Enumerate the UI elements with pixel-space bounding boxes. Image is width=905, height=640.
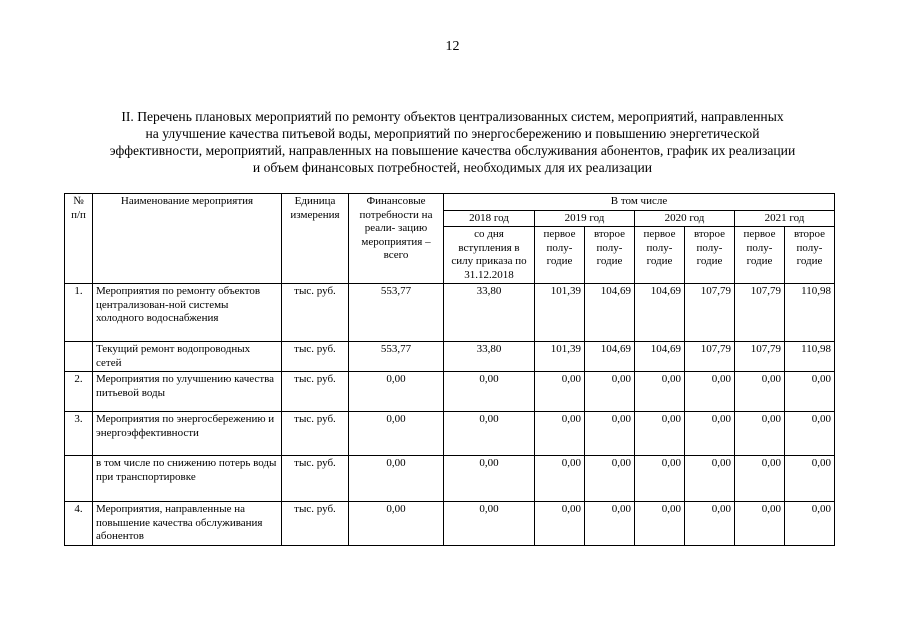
row-num: 1.	[65, 284, 93, 342]
header-first-half: первое полу- годие	[635, 227, 685, 284]
row-unit: тыс. руб.	[282, 372, 349, 412]
row-name: Мероприятия, направленные на повышение качества обслуживания абонентов	[93, 502, 282, 546]
row-total: 553,77	[349, 284, 444, 342]
heading-line: и объем финансовых потребностей, необходимых для их реализации	[252, 160, 653, 175]
row-total: 0,00	[349, 372, 444, 412]
row-2021-h1: 0,00	[735, 502, 785, 546]
row-2021-h1: 0,00	[735, 412, 785, 456]
row-total: 0,00	[349, 412, 444, 456]
row-name: Мероприятия по ремонту объектов централизован-ной системы холодного водоснабжения	[93, 284, 282, 342]
row-name: Мероприятия по энергосбережению и энергоэффективности	[93, 412, 282, 456]
heading-line: эффективности, мероприятий, направленных на повышение качества обслуживания абонентов, график их реализации	[109, 143, 796, 158]
row-2019-h2: 0,00	[585, 502, 635, 546]
row-2020-h1: 104,69	[635, 284, 685, 342]
row-2021-h2: 0,00	[785, 456, 835, 502]
row-2020-h2: 0,00	[685, 412, 735, 456]
row-unit: тыс. руб.	[282, 412, 349, 456]
header-unit: Единица измерения	[282, 194, 349, 284]
page-number: 12	[445, 39, 460, 54]
header-first-half: первое полу- годие	[735, 227, 785, 284]
row-2018: 0,00	[444, 372, 535, 412]
row-unit: тыс. руб.	[282, 502, 349, 546]
row-num	[65, 456, 93, 502]
row-2021-h2: 0,00	[785, 412, 835, 456]
row-2019-h1: 0,00	[535, 456, 585, 502]
header-first-half: первое полу- годие	[535, 227, 585, 284]
row-num: 2.	[65, 372, 93, 412]
row-num: 4.	[65, 502, 93, 546]
row-2021-h1: 107,79	[735, 342, 785, 372]
row-total: 0,00	[349, 502, 444, 546]
header-year-2020: 2020 год	[635, 210, 735, 227]
row-2021-h1: 0,00	[735, 456, 785, 502]
row-num	[65, 342, 93, 372]
row-2020-h1: 0,00	[635, 456, 685, 502]
header-second-half: второе полу- годие	[585, 227, 635, 284]
row-2018: 0,00	[444, 412, 535, 456]
row-2020-h1: 104,69	[635, 342, 685, 372]
row-unit: тыс. руб.	[282, 456, 349, 502]
row-2020-h1: 0,00	[635, 372, 685, 412]
row-name: в том числе по снижению потерь воды при транспортировке	[93, 456, 282, 502]
table-row	[65, 342, 835, 372]
row-name: Мероприятия по улучшению качества питьевой воды	[93, 372, 282, 412]
section-heading	[40, 108, 865, 176]
row-2020-h2: 107,79	[685, 284, 735, 342]
header-year-2018: 2018 год	[444, 210, 535, 227]
table-row	[65, 412, 835, 456]
row-unit: тыс. руб.	[282, 284, 349, 342]
row-2020-h2: 107,79	[685, 342, 735, 372]
row-2018: 0,00	[444, 456, 535, 502]
row-2019-h2: 0,00	[585, 412, 635, 456]
header-year-2019: 2019 год	[535, 210, 635, 227]
header-including: В том числе	[444, 194, 835, 211]
row-2020-h2: 0,00	[685, 502, 735, 546]
row-2019-h1: 101,39	[535, 342, 585, 372]
row-2019-h2: 0,00	[585, 456, 635, 502]
row-2018: 33,80	[444, 284, 535, 342]
table-row	[65, 502, 835, 546]
row-2021-h2: 110,98	[785, 342, 835, 372]
header-num: № п/п	[65, 194, 93, 284]
row-total: 553,77	[349, 342, 444, 372]
row-2019-h1: 101,39	[535, 284, 585, 342]
header-2018-period: со дня вступления в силу приказа по 31.12.2018	[444, 227, 535, 284]
row-2019-h1: 0,00	[535, 502, 585, 546]
row-total: 0,00	[349, 456, 444, 502]
row-2019-h2: 104,69	[585, 284, 635, 342]
row-2021-h1: 0,00	[735, 372, 785, 412]
row-2018: 0,00	[444, 502, 535, 546]
row-2021-h1: 107,79	[735, 284, 785, 342]
row-2021-h2: 0,00	[785, 372, 835, 412]
measures-table	[64, 193, 835, 546]
row-2021-h2: 110,98	[785, 284, 835, 342]
row-2019-h2: 0,00	[585, 372, 635, 412]
row-2020-h1: 0,00	[635, 412, 685, 456]
table-row	[65, 284, 835, 342]
row-unit: тыс. руб.	[282, 342, 349, 372]
row-2019-h1: 0,00	[535, 412, 585, 456]
header-year-2021: 2021 год	[735, 210, 835, 227]
row-2019-h2: 104,69	[585, 342, 635, 372]
header-name: Наименование мероприятия	[93, 194, 282, 284]
row-2020-h2: 0,00	[685, 456, 735, 502]
header-finance: Финансовые потребности на реали- зацию мероприятия – всего	[349, 194, 444, 284]
heading-line: II. Перечень плановых мероприятий по ремонту объектов централизованных систем, мероприятий, направленных	[121, 109, 784, 124]
table-row	[65, 372, 835, 412]
table-row	[65, 456, 835, 502]
row-2020-h2: 0,00	[685, 372, 735, 412]
row-num: 3.	[65, 412, 93, 456]
header-row	[65, 194, 835, 211]
header-second-half: второе полу- годие	[785, 227, 835, 284]
heading-line: на улучшение качества питьевой воды, мероприятий по энергосбережению и повышению энергетической	[145, 126, 760, 141]
header-second-half: второе полу- годие	[685, 227, 735, 284]
row-2018: 33,80	[444, 342, 535, 372]
row-name: Текущий ремонт водопроводных сетей	[93, 342, 282, 372]
row-2021-h2: 0,00	[785, 502, 835, 546]
row-2019-h1: 0,00	[535, 372, 585, 412]
row-2020-h1: 0,00	[635, 502, 685, 546]
